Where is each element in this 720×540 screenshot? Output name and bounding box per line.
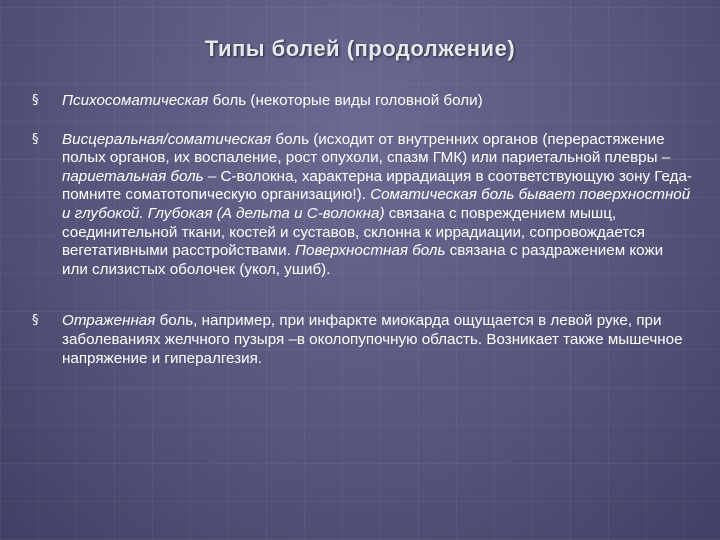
bullet-text-segment: связана с раздражением кожи или слизистых оболочек (укол, ушиб). [62,242,664,278]
bullet-text-segment: боль (исходит от внутренних органов (перерастяжение полых органов, их воспаление, рост опухоли, спазм ГМК) или париетальной плевры – [62,130,671,167]
bullet-text-segment: – С-волокна, характерна иррадиация в соответствующую зону Геда- помните соматотопическую организацию!). [62,167,692,204]
bullet-text-segment: Психосоматическая [62,92,209,109]
bullet-text-segment: Поверхностная боль [295,242,446,260]
bullet-marker-icon: § [32,93,39,108]
bullet-text-segment: Соматическая боль бывает поверхностной и глубокой. Глубокая (А дельта и С-волокна) [62,186,691,222]
bullet-text-segment: Висцеральная/соматическая [62,130,272,148]
bullet-marker-icon: § [32,313,39,329]
bullet-item-visceral-somatic [32,131,692,280]
slide-title: Типы болей (продолжение) [204,36,516,61]
bullet-text-segment: боль, например, при инфаркте миокарда ощущается в левой руке, при заболеваниях желчного пузыря –в околопупочную область. Возникает также мышечное напряжение и гипералгезия. [62,312,683,367]
bullet-item-psychosomatic [32,92,692,111]
bullet-text-segment: связана с повреждением мышц, соединительной ткани, костей и суставов, склонна к иррадиации, сопровождается вегетативными расстройствами. [62,204,645,260]
bullet-text-segment: париетальная боль [62,167,204,185]
bullet-item-referred [32,312,692,368]
bullet-text-segment: Отраженная [62,312,156,330]
bullet-list [32,92,692,368]
bullet-marker-icon: § [32,131,39,147]
bullet-text-segment: боль (некоторые виды головной боли) [208,92,483,109]
